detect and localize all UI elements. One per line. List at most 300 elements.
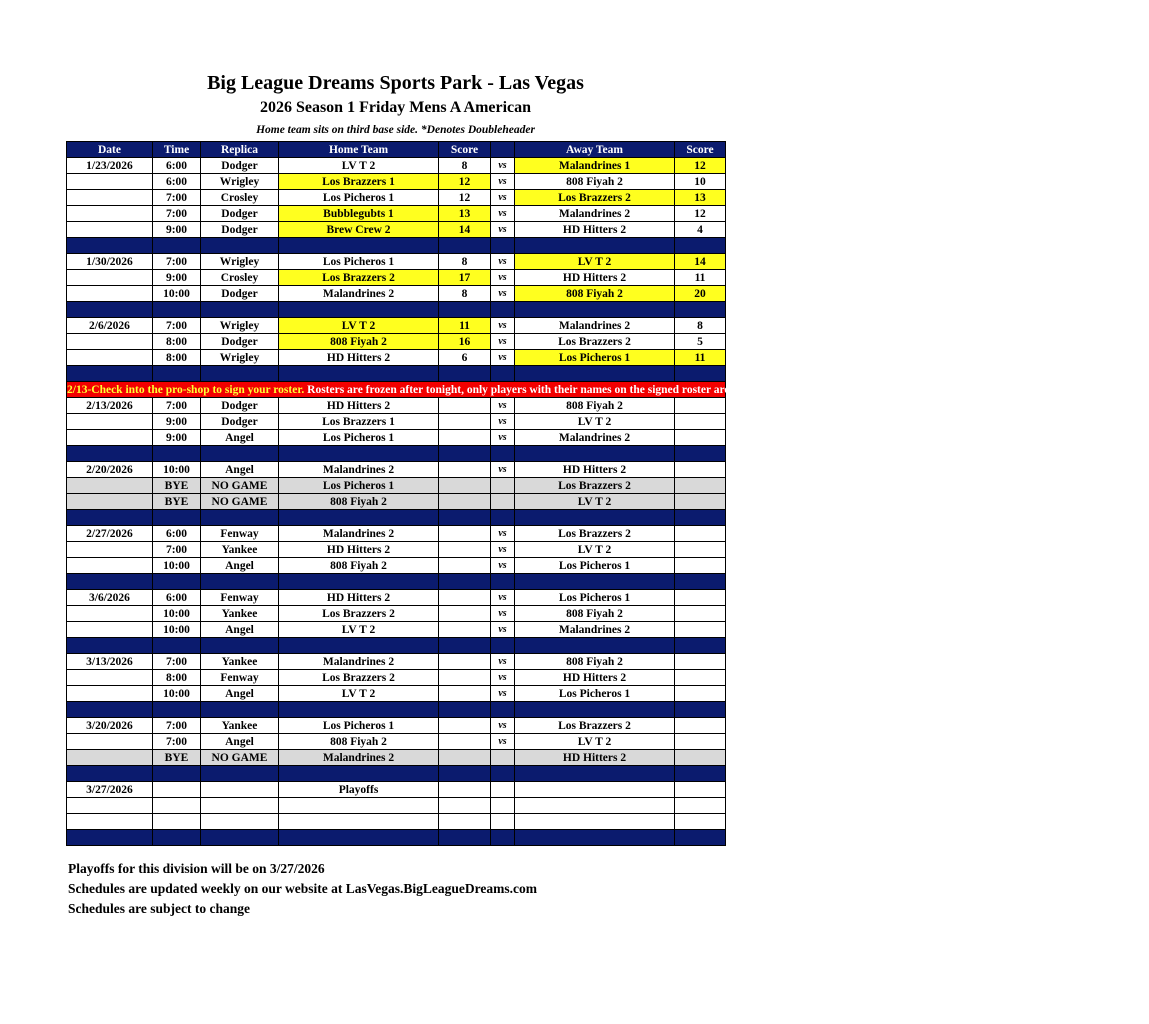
game-row: [67, 190, 726, 206]
replica-cell: Wrigley: [201, 350, 279, 366]
replica-cell: [201, 798, 279, 814]
separator-cell: [201, 830, 279, 846]
home-score-cell: 6: [439, 350, 491, 366]
separator-cell: [67, 302, 153, 318]
time-cell: 8:00: [153, 350, 201, 366]
roster-notice: [67, 382, 1149, 398]
game-row: [67, 414, 726, 430]
vs-cell: vs: [491, 334, 515, 350]
time-cell: 7:00: [153, 398, 201, 414]
separator-cell: [675, 510, 726, 526]
time-cell: 10:00: [153, 606, 201, 622]
game-row: [67, 398, 726, 414]
separator-cell: [201, 702, 279, 718]
game-row: [67, 174, 726, 190]
away-score-cell: [675, 414, 726, 430]
separator-cell: [279, 302, 439, 318]
separator-cell: [439, 302, 491, 318]
home-score-cell: 8: [439, 254, 491, 270]
home-score-cell: [439, 478, 491, 494]
column-header-home-team: Home Team: [279, 142, 439, 158]
game-row: [67, 622, 726, 638]
time-cell: [153, 798, 201, 814]
game-row: [67, 542, 726, 558]
replica-cell: Dodger: [201, 414, 279, 430]
page-subtitle: 2026 Season 1 Friday Mens A American: [259, 99, 532, 116]
separator-cell: [675, 366, 726, 382]
separator-cell: [515, 830, 675, 846]
replica-cell: Wrigley: [201, 318, 279, 334]
bye-row: [67, 750, 726, 766]
vs-cell: vs: [491, 174, 515, 190]
away-team-cell: Los Brazzers 2: [515, 526, 675, 542]
week-separator-row: [67, 638, 726, 654]
home-score-cell: [439, 558, 491, 574]
time-cell: 7:00: [153, 734, 201, 750]
replica-cell: Angel: [201, 734, 279, 750]
separator-cell: [439, 574, 491, 590]
separator-cell: [279, 702, 439, 718]
away-score-cell: [675, 686, 726, 702]
separator-cell: [439, 238, 491, 254]
home-score-cell: [439, 622, 491, 638]
separator-cell: [67, 238, 153, 254]
away-team-cell: HD Hitters 2: [515, 270, 675, 286]
separator-cell: [279, 766, 439, 782]
home-team-cell: Los Brazzers 1: [279, 414, 439, 430]
separator-cell: [675, 574, 726, 590]
home-score-cell: [439, 718, 491, 734]
away-team-cell: Los Brazzers 2: [515, 718, 675, 734]
date-cell: [67, 270, 153, 286]
away-score-cell: [675, 798, 726, 814]
time-cell: 7:00: [153, 718, 201, 734]
home-score-cell: [439, 414, 491, 430]
column-header-home-score: Score: [439, 142, 491, 158]
separator-cell: [491, 702, 515, 718]
date-cell: 2/20/2026: [67, 462, 153, 478]
column-header-vs: [491, 142, 515, 158]
home-score-cell: 16: [439, 334, 491, 350]
replica-cell: Dodger: [201, 334, 279, 350]
away-score-cell: [675, 526, 726, 542]
date-cell: [67, 350, 153, 366]
time-cell: 8:00: [153, 334, 201, 350]
date-cell: 2/6/2026: [67, 318, 153, 334]
replica-cell: Crosley: [201, 190, 279, 206]
separator-cell: [515, 366, 675, 382]
date-cell: [67, 174, 153, 190]
home-score-cell: [439, 750, 491, 766]
home-score-cell: 12: [439, 174, 491, 190]
game-row: [67, 558, 726, 574]
home-score-cell: [439, 782, 491, 798]
date-cell: [67, 286, 153, 302]
date-cell: [67, 478, 153, 494]
separator-cell: [153, 238, 201, 254]
date-cell: 3/13/2026: [67, 654, 153, 670]
separator-cell: [67, 574, 153, 590]
replica-cell: Dodger: [201, 206, 279, 222]
away-team-cell: 808 Fiyah 2: [515, 654, 675, 670]
time-cell: 6:00: [153, 526, 201, 542]
vs-cell: [491, 782, 515, 798]
home-team-cell: Malandrines 2: [279, 286, 439, 302]
footer-notes: [68, 859, 537, 919]
vs-cell: vs: [491, 286, 515, 302]
date-cell: [67, 734, 153, 750]
away-score-cell: [675, 750, 726, 766]
time-cell: 7:00: [153, 206, 201, 222]
time-cell: 9:00: [153, 270, 201, 286]
replica-cell: NO GAME: [201, 478, 279, 494]
away-team-cell: Malandrines 2: [515, 318, 675, 334]
game-row: [67, 718, 726, 734]
separator-cell: [515, 446, 675, 462]
separator-cell: [279, 638, 439, 654]
home-team-cell: Malandrines 2: [279, 462, 439, 478]
home-team-cell: Playoffs: [279, 782, 439, 798]
separator-cell: [153, 574, 201, 590]
replica-cell: Fenway: [201, 670, 279, 686]
home-score-cell: 17: [439, 270, 491, 286]
time-cell: 6:00: [153, 158, 201, 174]
separator-cell: [675, 446, 726, 462]
date-cell: [67, 750, 153, 766]
game-row: [67, 686, 726, 702]
game-row: [67, 350, 726, 366]
date-cell: [67, 190, 153, 206]
separator-cell: [201, 366, 279, 382]
separator-cell: [491, 766, 515, 782]
home-team-cell: Los Brazzers 1: [279, 174, 439, 190]
game-row: [67, 222, 726, 238]
schedule-table: [66, 141, 1149, 846]
replica-cell: Angel: [201, 462, 279, 478]
replica-cell: Angel: [201, 622, 279, 638]
vs-cell: vs: [491, 606, 515, 622]
home-score-cell: [439, 494, 491, 510]
game-row: [67, 286, 726, 302]
column-header-time: Time: [153, 142, 201, 158]
separator-cell: [279, 446, 439, 462]
date-cell: [67, 798, 153, 814]
vs-cell: vs: [491, 718, 515, 734]
time-cell: BYE: [153, 478, 201, 494]
time-cell: [153, 782, 201, 798]
separator-cell: [201, 238, 279, 254]
separator-cell: [491, 446, 515, 462]
separator-cell: [67, 766, 153, 782]
game-row: [67, 590, 726, 606]
replica-cell: Angel: [201, 558, 279, 574]
replica-cell: Yankee: [201, 654, 279, 670]
date-cell: 3/27/2026: [67, 782, 153, 798]
separator-cell: [491, 638, 515, 654]
away-team-cell: HD Hitters 2: [515, 670, 675, 686]
date-cell: [67, 558, 153, 574]
week-separator-row: [67, 830, 726, 846]
date-cell: [67, 542, 153, 558]
time-cell: 10:00: [153, 622, 201, 638]
away-score-cell: 13: [675, 190, 726, 206]
away-team-cell: Los Picheros 1: [515, 350, 675, 366]
column-header-away-score: Score: [675, 142, 726, 158]
date-cell: 1/30/2026: [67, 254, 153, 270]
replica-cell: Wrigley: [201, 174, 279, 190]
date-cell: [67, 206, 153, 222]
replica-cell: [201, 782, 279, 798]
date-cell: [67, 814, 153, 830]
week-separator-row: [67, 702, 726, 718]
away-score-cell: 12: [675, 158, 726, 174]
time-cell: 7:00: [153, 542, 201, 558]
home-team-cell: Los Brazzers 2: [279, 270, 439, 286]
vs-cell: vs: [491, 206, 515, 222]
column-header-date: Date: [67, 142, 153, 158]
away-team-cell: Los Brazzers 2: [515, 478, 675, 494]
replica-cell: NO GAME: [201, 494, 279, 510]
separator-cell: [515, 766, 675, 782]
week-separator-row: [67, 574, 726, 590]
game-row: [67, 654, 726, 670]
date-cell: [67, 686, 153, 702]
game-row: [67, 462, 726, 478]
vs-cell: vs: [491, 318, 515, 334]
separator-cell: [515, 574, 675, 590]
away-team-cell: HD Hitters 2: [515, 750, 675, 766]
date-cell: 3/6/2026: [67, 590, 153, 606]
schedule-note: Home team sits on third base side. *Denotes Doubleheader: [256, 124, 535, 136]
separator-cell: [153, 702, 201, 718]
away-score-cell: [675, 718, 726, 734]
vs-cell: vs: [491, 190, 515, 206]
time-cell: 10:00: [153, 462, 201, 478]
replica-cell: Fenway: [201, 526, 279, 542]
away-score-cell: [675, 670, 726, 686]
home-team-cell: Los Picheros 1: [279, 254, 439, 270]
away-score-cell: 11: [675, 350, 726, 366]
time-cell: 7:00: [153, 254, 201, 270]
vs-cell: vs: [491, 526, 515, 542]
away-score-cell: [675, 622, 726, 638]
separator-cell: [675, 638, 726, 654]
away-team-cell: Malandrines 2: [515, 206, 675, 222]
home-team-cell: Los Picheros 1: [279, 478, 439, 494]
separator-cell: [67, 510, 153, 526]
roster-notice-row: [67, 382, 726, 398]
separator-cell: [279, 238, 439, 254]
separator-cell: [67, 638, 153, 654]
footer-playoffs-note: Playoffs for this division will be on 3/27/2026: [68, 861, 325, 876]
replica-cell: [201, 814, 279, 830]
vs-cell: vs: [491, 430, 515, 446]
replica-cell: NO GAME: [201, 750, 279, 766]
away-score-cell: 12: [675, 206, 726, 222]
away-team-cell: LV T 2: [515, 254, 675, 270]
replica-cell: Yankee: [201, 718, 279, 734]
home-team-cell: Malandrines 2: [279, 526, 439, 542]
separator-cell: [491, 302, 515, 318]
column-header-replica: Replica: [201, 142, 279, 158]
away-score-cell: [675, 654, 726, 670]
home-score-cell: [439, 814, 491, 830]
week-separator-row: [67, 238, 726, 254]
separator-cell: [675, 702, 726, 718]
away-score-cell: [675, 478, 726, 494]
home-team-cell: Brew Crew 2: [279, 222, 439, 238]
week-separator-row: [67, 510, 726, 526]
vs-cell: vs: [491, 414, 515, 430]
away-team-cell: [515, 814, 675, 830]
away-score-cell: [675, 462, 726, 478]
away-team-cell: Los Brazzers 2: [515, 334, 675, 350]
time-cell: [153, 814, 201, 830]
time-cell: 7:00: [153, 318, 201, 334]
away-score-cell: [675, 494, 726, 510]
separator-cell: [439, 638, 491, 654]
game-row: [67, 734, 726, 750]
page-title: Big League Dreams Sports Park - Las Vegas: [207, 72, 584, 94]
separator-cell: [153, 510, 201, 526]
away-team-cell: HD Hitters 2: [515, 462, 675, 478]
roster-notice-text: Rosters are frozen after tonight, only players with their names on the signed roster are eligible for playoffs. Please check carefully as changes will not be made for omissions.: [304, 383, 1149, 396]
week-separator-row: [67, 302, 726, 318]
vs-cell: vs: [491, 254, 515, 270]
time-cell: 7:00: [153, 654, 201, 670]
away-team-cell: Malandrines 2: [515, 622, 675, 638]
home-team-cell: Los Brazzers 2: [279, 670, 439, 686]
away-score-cell: 14: [675, 254, 726, 270]
separator-cell: [491, 366, 515, 382]
game-row: [67, 782, 726, 798]
home-team-cell: HD Hitters 2: [279, 542, 439, 558]
separator-cell: [675, 238, 726, 254]
away-score-cell: 20: [675, 286, 726, 302]
separator-cell: [515, 238, 675, 254]
separator-cell: [439, 510, 491, 526]
home-team-cell: Malandrines 2: [279, 654, 439, 670]
vs-cell: vs: [491, 542, 515, 558]
date-cell: [67, 430, 153, 446]
away-score-cell: [675, 430, 726, 446]
home-team-cell: [279, 798, 439, 814]
vs-cell: [491, 814, 515, 830]
replica-cell: Dodger: [201, 398, 279, 414]
game-row: [67, 254, 726, 270]
time-cell: 9:00: [153, 222, 201, 238]
home-score-cell: 12: [439, 190, 491, 206]
separator-cell: [153, 638, 201, 654]
away-team-cell: HD Hitters 2: [515, 222, 675, 238]
separator-cell: [675, 766, 726, 782]
home-score-cell: 14: [439, 222, 491, 238]
home-team-cell: 808 Fiyah 2: [279, 334, 439, 350]
away-score-cell: [675, 590, 726, 606]
separator-cell: [67, 830, 153, 846]
separator-cell: [439, 766, 491, 782]
away-team-cell: Los Picheros 1: [515, 686, 675, 702]
away-score-cell: 4: [675, 222, 726, 238]
table-header-row: [67, 142, 726, 158]
game-row: [67, 670, 726, 686]
date-cell: [67, 414, 153, 430]
separator-cell: [153, 766, 201, 782]
time-cell: BYE: [153, 750, 201, 766]
separator-cell: [153, 366, 201, 382]
away-team-cell: Los Picheros 1: [515, 558, 675, 574]
replica-cell: Angel: [201, 686, 279, 702]
separator-cell: [153, 830, 201, 846]
time-cell: 10:00: [153, 558, 201, 574]
home-team-cell: LV T 2: [279, 318, 439, 334]
game-row: [67, 798, 726, 814]
home-team-cell: Los Picheros 1: [279, 190, 439, 206]
home-team-cell: HD Hitters 2: [279, 398, 439, 414]
home-score-cell: [439, 398, 491, 414]
away-score-cell: 10: [675, 174, 726, 190]
separator-cell: [491, 574, 515, 590]
home-team-cell: 808 Fiyah 2: [279, 494, 439, 510]
separator-cell: [153, 302, 201, 318]
away-score-cell: [675, 542, 726, 558]
away-team-cell: [515, 782, 675, 798]
vs-cell: [491, 478, 515, 494]
away-team-cell: LV T 2: [515, 494, 675, 510]
vs-cell: vs: [491, 398, 515, 414]
away-team-cell: 808 Fiyah 2: [515, 606, 675, 622]
date-cell: [67, 670, 153, 686]
away-score-cell: [675, 734, 726, 750]
separator-cell: [201, 302, 279, 318]
home-team-cell: Bubblegubts 1: [279, 206, 439, 222]
time-cell: 6:00: [153, 590, 201, 606]
time-cell: 9:00: [153, 430, 201, 446]
separator-cell: [201, 638, 279, 654]
footer-website-note: Schedules are updated weekly on our website at LasVegas.BigLeagueDreams.com: [68, 881, 538, 896]
vs-cell: vs: [491, 590, 515, 606]
home-score-cell: [439, 542, 491, 558]
home-score-cell: [439, 590, 491, 606]
vs-cell: vs: [491, 558, 515, 574]
away-team-cell: Los Brazzers 2: [515, 190, 675, 206]
separator-cell: [67, 702, 153, 718]
vs-cell: vs: [491, 222, 515, 238]
game-row: [67, 814, 726, 830]
date-cell: 2/13/2026: [67, 398, 153, 414]
away-team-cell: LV T 2: [515, 414, 675, 430]
away-team-cell: 808 Fiyah 2: [515, 398, 675, 414]
away-team-cell: LV T 2: [515, 734, 675, 750]
separator-cell: [67, 366, 153, 382]
vs-cell: [491, 798, 515, 814]
home-team-cell: HD Hitters 2: [279, 350, 439, 366]
date-cell: 2/27/2026: [67, 526, 153, 542]
date-cell: [67, 494, 153, 510]
time-cell: 8:00: [153, 670, 201, 686]
home-score-cell: [439, 734, 491, 750]
away-team-cell: Malandrines 1: [515, 158, 675, 174]
away-score-cell: [675, 814, 726, 830]
separator-cell: [201, 510, 279, 526]
away-team-cell: Malandrines 2: [515, 430, 675, 446]
week-separator-row: [67, 366, 726, 382]
bye-row: [67, 478, 726, 494]
date-cell: [67, 606, 153, 622]
home-score-cell: [439, 686, 491, 702]
home-team-cell: HD Hitters 2: [279, 590, 439, 606]
game-row: [67, 334, 726, 350]
